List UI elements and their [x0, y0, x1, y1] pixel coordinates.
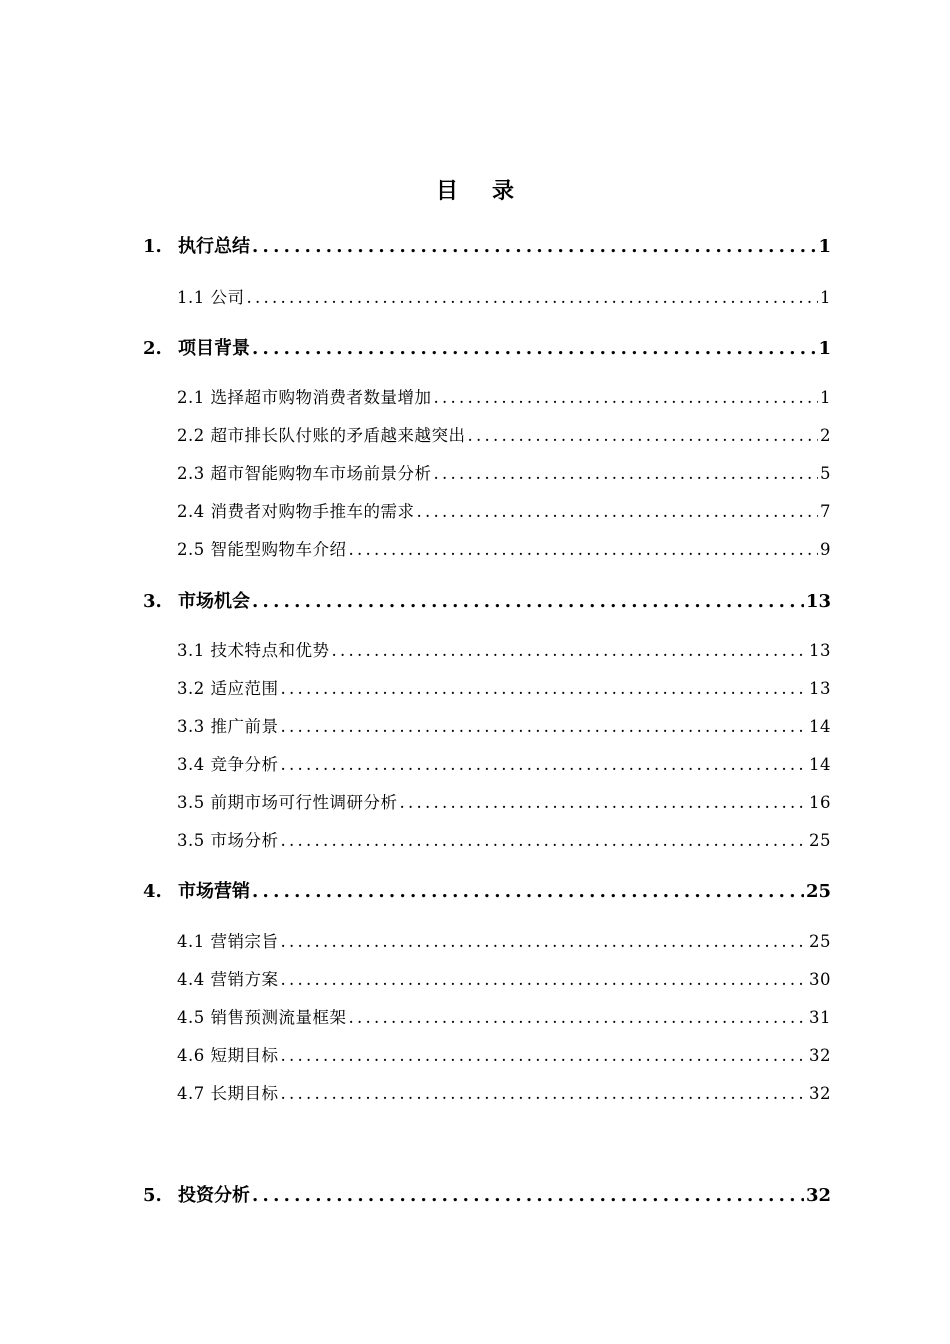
- toc-entry-number: 2.1: [177, 388, 205, 407]
- toc-entry-4-5[interactable]: [177, 1004, 831, 1028]
- toc-leader-dots: [332, 641, 808, 660]
- toc-entry-number: 4.5: [177, 1008, 205, 1027]
- toc-title: [0, 174, 950, 205]
- toc-entry-number: 2.: [143, 338, 162, 359]
- toc-entry-number: 4.: [143, 881, 162, 902]
- toc-entry-label: 技术特点和优势: [210, 641, 330, 660]
- toc-title-char-1: 目: [435, 178, 458, 204]
- toc-entry-page: 5: [820, 464, 831, 483]
- toc-entry-2-4[interactable]: [177, 498, 831, 522]
- toc-entry-5[interactable]: [143, 1181, 831, 1207]
- toc-leader-dots: [252, 1185, 804, 1206]
- toc-entry-label: 市场机会: [178, 591, 250, 612]
- toc-entry-label: 选择超市购物消费者数量增加: [210, 388, 432, 407]
- toc-entry-page: 32: [809, 1046, 831, 1065]
- toc-entry-label: 短期目标: [210, 1046, 279, 1065]
- toc-entry-label: 适应范围: [210, 679, 279, 698]
- toc-entry-2[interactable]: [143, 334, 831, 360]
- toc-entry-number: 2.4: [177, 502, 205, 521]
- toc-entry-page: 25: [809, 831, 831, 850]
- toc-leader-dots: [434, 388, 819, 407]
- toc-leader-dots: [434, 464, 819, 483]
- toc-leader-dots: [247, 288, 819, 307]
- toc-entry-number: 5.: [143, 1185, 162, 1206]
- toc-entry-label: 竞争分析: [210, 755, 279, 774]
- toc-leader-dots: [281, 679, 808, 698]
- toc-leader-dots: [252, 338, 816, 359]
- toc-entry-number: 4.1: [177, 932, 205, 951]
- toc-entry-label: 营销宗旨: [210, 932, 279, 951]
- toc-entry-2-3[interactable]: [177, 460, 831, 484]
- toc-leader-dots: [281, 1084, 808, 1103]
- toc-entry-page: 14: [809, 717, 831, 736]
- toc-entry-page: 13: [805, 591, 831, 612]
- toc-leader-dots: [468, 426, 819, 445]
- toc-entry-label: 市场营销: [178, 881, 250, 902]
- toc-entry-number: 1.1: [177, 288, 205, 307]
- toc-entry-label: 长期目标: [210, 1084, 279, 1103]
- toc-leader-dots: [400, 793, 808, 812]
- toc-entry-2-1[interactable]: [177, 384, 831, 408]
- toc-entry-number: 3.3: [177, 717, 205, 736]
- toc-leader-dots: [349, 540, 819, 559]
- toc-entry-number: 4.7: [177, 1084, 205, 1103]
- toc-entry-label: 超市智能购物车市场前景分析: [210, 464, 432, 483]
- toc-entry-number: 2.3: [177, 464, 205, 483]
- toc-entry-number: 3.5: [177, 793, 205, 812]
- toc-entry-number: 3.1: [177, 641, 205, 660]
- toc-entry-page: 32: [809, 1084, 831, 1103]
- toc-entry-number: 3.4: [177, 755, 205, 774]
- toc-entry-label: 前期市场可行性调研分析: [210, 793, 398, 812]
- toc-entry-3-5b[interactable]: [177, 827, 831, 851]
- toc-entry-1[interactable]: [143, 232, 831, 258]
- toc-entry-page: 7: [820, 502, 831, 521]
- toc-entry-page: 13: [809, 679, 831, 698]
- toc-entry-number: 4.6: [177, 1046, 205, 1065]
- toc-entry-4-4[interactable]: [177, 966, 831, 990]
- toc-entry-number: 3.2: [177, 679, 205, 698]
- toc-leader-dots: [349, 1008, 808, 1027]
- toc-leader-dots: [281, 755, 808, 774]
- toc-entry-page: 1: [820, 388, 831, 407]
- toc-entry-number: 3.5: [177, 831, 205, 850]
- toc-entry-3-2[interactable]: [177, 675, 831, 699]
- toc-entry-3-1[interactable]: [177, 637, 831, 661]
- toc-entry-3-4[interactable]: [177, 751, 831, 775]
- toc-leader-dots: [281, 831, 808, 850]
- toc-entry-3-3[interactable]: [177, 713, 831, 737]
- toc-entry-3[interactable]: [143, 587, 831, 613]
- toc-entry-page: 1: [820, 288, 831, 307]
- toc-entry-3-5[interactable]: [177, 789, 831, 813]
- toc-entry-number: 3.: [143, 591, 162, 612]
- toc-leader-dots: [252, 591, 804, 612]
- toc-entry-label: 超市排长队付账的矛盾越来越突出: [210, 426, 466, 445]
- toc-entry-label: 销售预测流量框架: [210, 1008, 347, 1027]
- toc-entry-page: 32: [805, 1185, 831, 1206]
- toc-leader-dots: [281, 970, 808, 989]
- toc-entry-number: 4.4: [177, 970, 205, 989]
- toc-entry-page: 14: [809, 755, 831, 774]
- toc-entry-label: 营销方案: [210, 970, 279, 989]
- toc-entry-page: 2: [820, 426, 831, 445]
- toc-entry-label: 项目背景: [178, 338, 250, 359]
- toc-entry-page: 30: [809, 970, 831, 989]
- toc-leader-dots: [281, 1046, 808, 1065]
- toc-entry-1-1[interactable]: [177, 284, 831, 308]
- toc-entry-page: 13: [809, 641, 831, 660]
- toc-entry-page: 25: [809, 932, 831, 951]
- toc-entry-page: 16: [809, 793, 831, 812]
- toc-leader-dots: [281, 717, 808, 736]
- toc-leader-dots: [252, 881, 804, 902]
- toc-entry-page: 1: [818, 236, 831, 257]
- toc-entry-4-1[interactable]: [177, 928, 831, 952]
- toc-entry-label: 执行总结: [178, 236, 250, 257]
- toc-entry-page: 25: [805, 881, 831, 902]
- toc-entry-page: 31: [809, 1008, 831, 1027]
- toc-entry-number: 2.5: [177, 540, 205, 559]
- toc-entry-2-2[interactable]: [177, 422, 831, 446]
- toc-title-char-2: 录: [492, 178, 515, 204]
- toc-entry-2-5[interactable]: [177, 536, 831, 560]
- toc-entry-label: 智能型购物车介绍: [210, 540, 347, 559]
- toc-entry-label: 公司: [210, 288, 245, 307]
- toc-entry-4-6[interactable]: [177, 1042, 831, 1066]
- toc-leader-dots: [417, 502, 819, 521]
- toc-entry-label: 市场分析: [210, 831, 279, 850]
- toc-entry-label: 消费者对购物手推车的需求: [210, 502, 415, 521]
- toc-leader-dots: [281, 932, 808, 951]
- toc-entry-4[interactable]: [143, 877, 831, 903]
- toc-entry-number: 2.2: [177, 426, 205, 445]
- toc-entry-page: 9: [820, 540, 831, 559]
- toc-entry-label: 推广前景: [210, 717, 279, 736]
- toc-entry-number: 1.: [143, 236, 162, 257]
- toc-entry-4-7[interactable]: [177, 1080, 831, 1104]
- toc-entry-label: 投资分析: [178, 1185, 250, 1206]
- toc-leader-dots: [252, 236, 816, 257]
- toc-entry-page: 1: [818, 338, 831, 359]
